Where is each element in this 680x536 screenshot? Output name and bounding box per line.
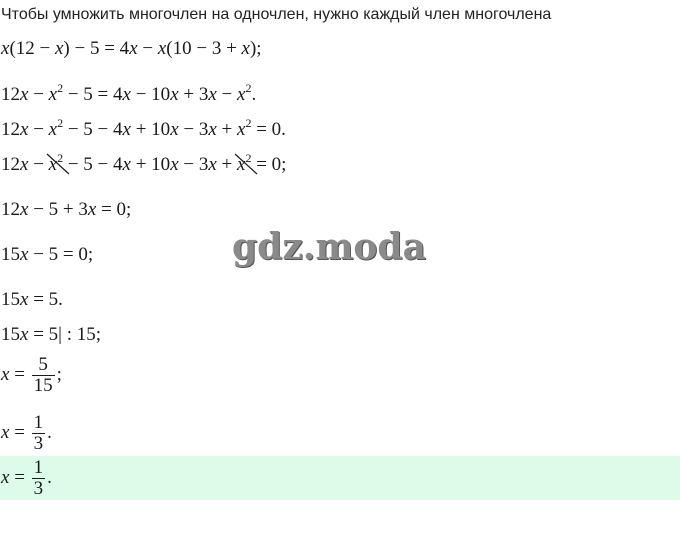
exponent: 2 (245, 81, 252, 95)
var: x (48, 84, 58, 105)
expr: 15 (1, 289, 20, 310)
var: x (54, 38, 64, 59)
strike-line-icon (235, 152, 255, 178)
expr: . (251, 84, 257, 105)
expr: 12 (1, 119, 20, 140)
expr: ) − 5 = 4 (63, 38, 130, 59)
var: x (122, 154, 131, 175)
var: x (170, 119, 179, 140)
expr: + (216, 119, 237, 140)
expr: − 3 (178, 119, 209, 140)
expr: − (28, 154, 49, 175)
intro-text: Чтобы умножить многочлен на одночлен, нужно каждый член многочлена (1, 6, 552, 23)
expr: − (28, 119, 49, 140)
expr: + 10 (130, 119, 171, 140)
exponent: 2 (245, 116, 252, 130)
expr: + (216, 154, 237, 175)
var: x (122, 84, 131, 105)
answer-line (1, 458, 52, 499)
var: x (48, 154, 58, 175)
numerator: 1 (33, 457, 44, 478)
denominator: 15 (33, 375, 53, 396)
equation-line-5 (1, 199, 131, 221)
var: x (241, 38, 250, 59)
expr: 12 (1, 154, 20, 175)
equation-line-3 (1, 116, 286, 141)
expr: = (9, 363, 30, 385)
expr: − 5 − 4 (63, 119, 123, 140)
var: x (208, 154, 217, 175)
var: x (1, 466, 10, 488)
var: x (1, 38, 10, 59)
var: x (129, 38, 138, 59)
exponent: 2 (57, 81, 64, 95)
expr: − (216, 84, 237, 105)
var: x (1, 363, 10, 385)
expr: . (47, 421, 52, 443)
fraction (32, 458, 46, 499)
expr: (12 − (9, 38, 55, 59)
equation-line-1 (1, 38, 262, 60)
expr: − 5 = 4 (63, 84, 123, 105)
denominator: 3 (33, 478, 44, 499)
expr: = 0; (96, 199, 132, 220)
expr: = 0; (251, 154, 287, 175)
var: x (208, 84, 217, 105)
cancelled-term (237, 151, 252, 176)
equation-line-10 (1, 413, 52, 454)
denominator: 3 (33, 433, 44, 454)
var: x (20, 289, 29, 310)
var: x (87, 199, 97, 220)
var: x (20, 199, 29, 220)
expr: = 0. (251, 119, 286, 140)
expr: − 5 + 3 (28, 199, 88, 220)
numerator: 1 (33, 412, 44, 433)
var: x (157, 38, 167, 59)
var: x (20, 244, 29, 265)
strike-line-icon (47, 152, 67, 178)
var: x (20, 119, 29, 140)
var: x (1, 421, 10, 443)
numerator: 5 (38, 354, 48, 375)
exponent: 2 (57, 116, 64, 130)
var: x (48, 119, 58, 140)
fraction (32, 413, 46, 454)
expr: = 5. (28, 289, 63, 310)
expr: − 3 (178, 154, 209, 175)
expr: = (9, 466, 30, 488)
expr: − 5 = 0; (28, 244, 94, 265)
expr: 12 (1, 199, 20, 220)
expr: − (28, 84, 49, 105)
fraction (32, 355, 55, 396)
var: x (237, 119, 246, 140)
expr: 15 (1, 244, 20, 265)
expr: 15 (1, 324, 20, 345)
expr: = 5| : 15; (28, 324, 102, 345)
equation-line-9 (1, 355, 62, 396)
var: x (20, 84, 29, 105)
var: x (122, 119, 131, 140)
var: x (20, 324, 29, 345)
expr: (10 − 3 + (166, 38, 242, 59)
equation-line-6 (1, 244, 93, 266)
var: x (20, 154, 29, 175)
expr: . (47, 466, 52, 488)
var: x (237, 154, 246, 175)
expr: − 5 − 4 (63, 154, 123, 175)
answer-highlight (0, 456, 680, 500)
cancelled-term (48, 151, 64, 176)
expr: = (9, 421, 30, 443)
equation-line-8 (1, 324, 101, 346)
expr: − (137, 38, 158, 59)
var: x (170, 154, 179, 175)
equation-line-4 (1, 151, 287, 176)
equation-line-7 (1, 289, 63, 311)
expr: + 3 (178, 84, 209, 105)
watermark-logo: gdz.moda (232, 226, 426, 268)
equation-line-2 (1, 81, 257, 106)
var: x (237, 84, 246, 105)
expr: − 10 (130, 84, 171, 105)
var: x (208, 119, 217, 140)
expr: + 10 (130, 154, 171, 175)
expr: 12 (1, 84, 20, 105)
var: x (170, 84, 179, 105)
exponent: 2 (245, 151, 252, 165)
expr: ); (249, 38, 262, 59)
expr: ; (56, 363, 62, 385)
exponent: 2 (57, 151, 64, 165)
